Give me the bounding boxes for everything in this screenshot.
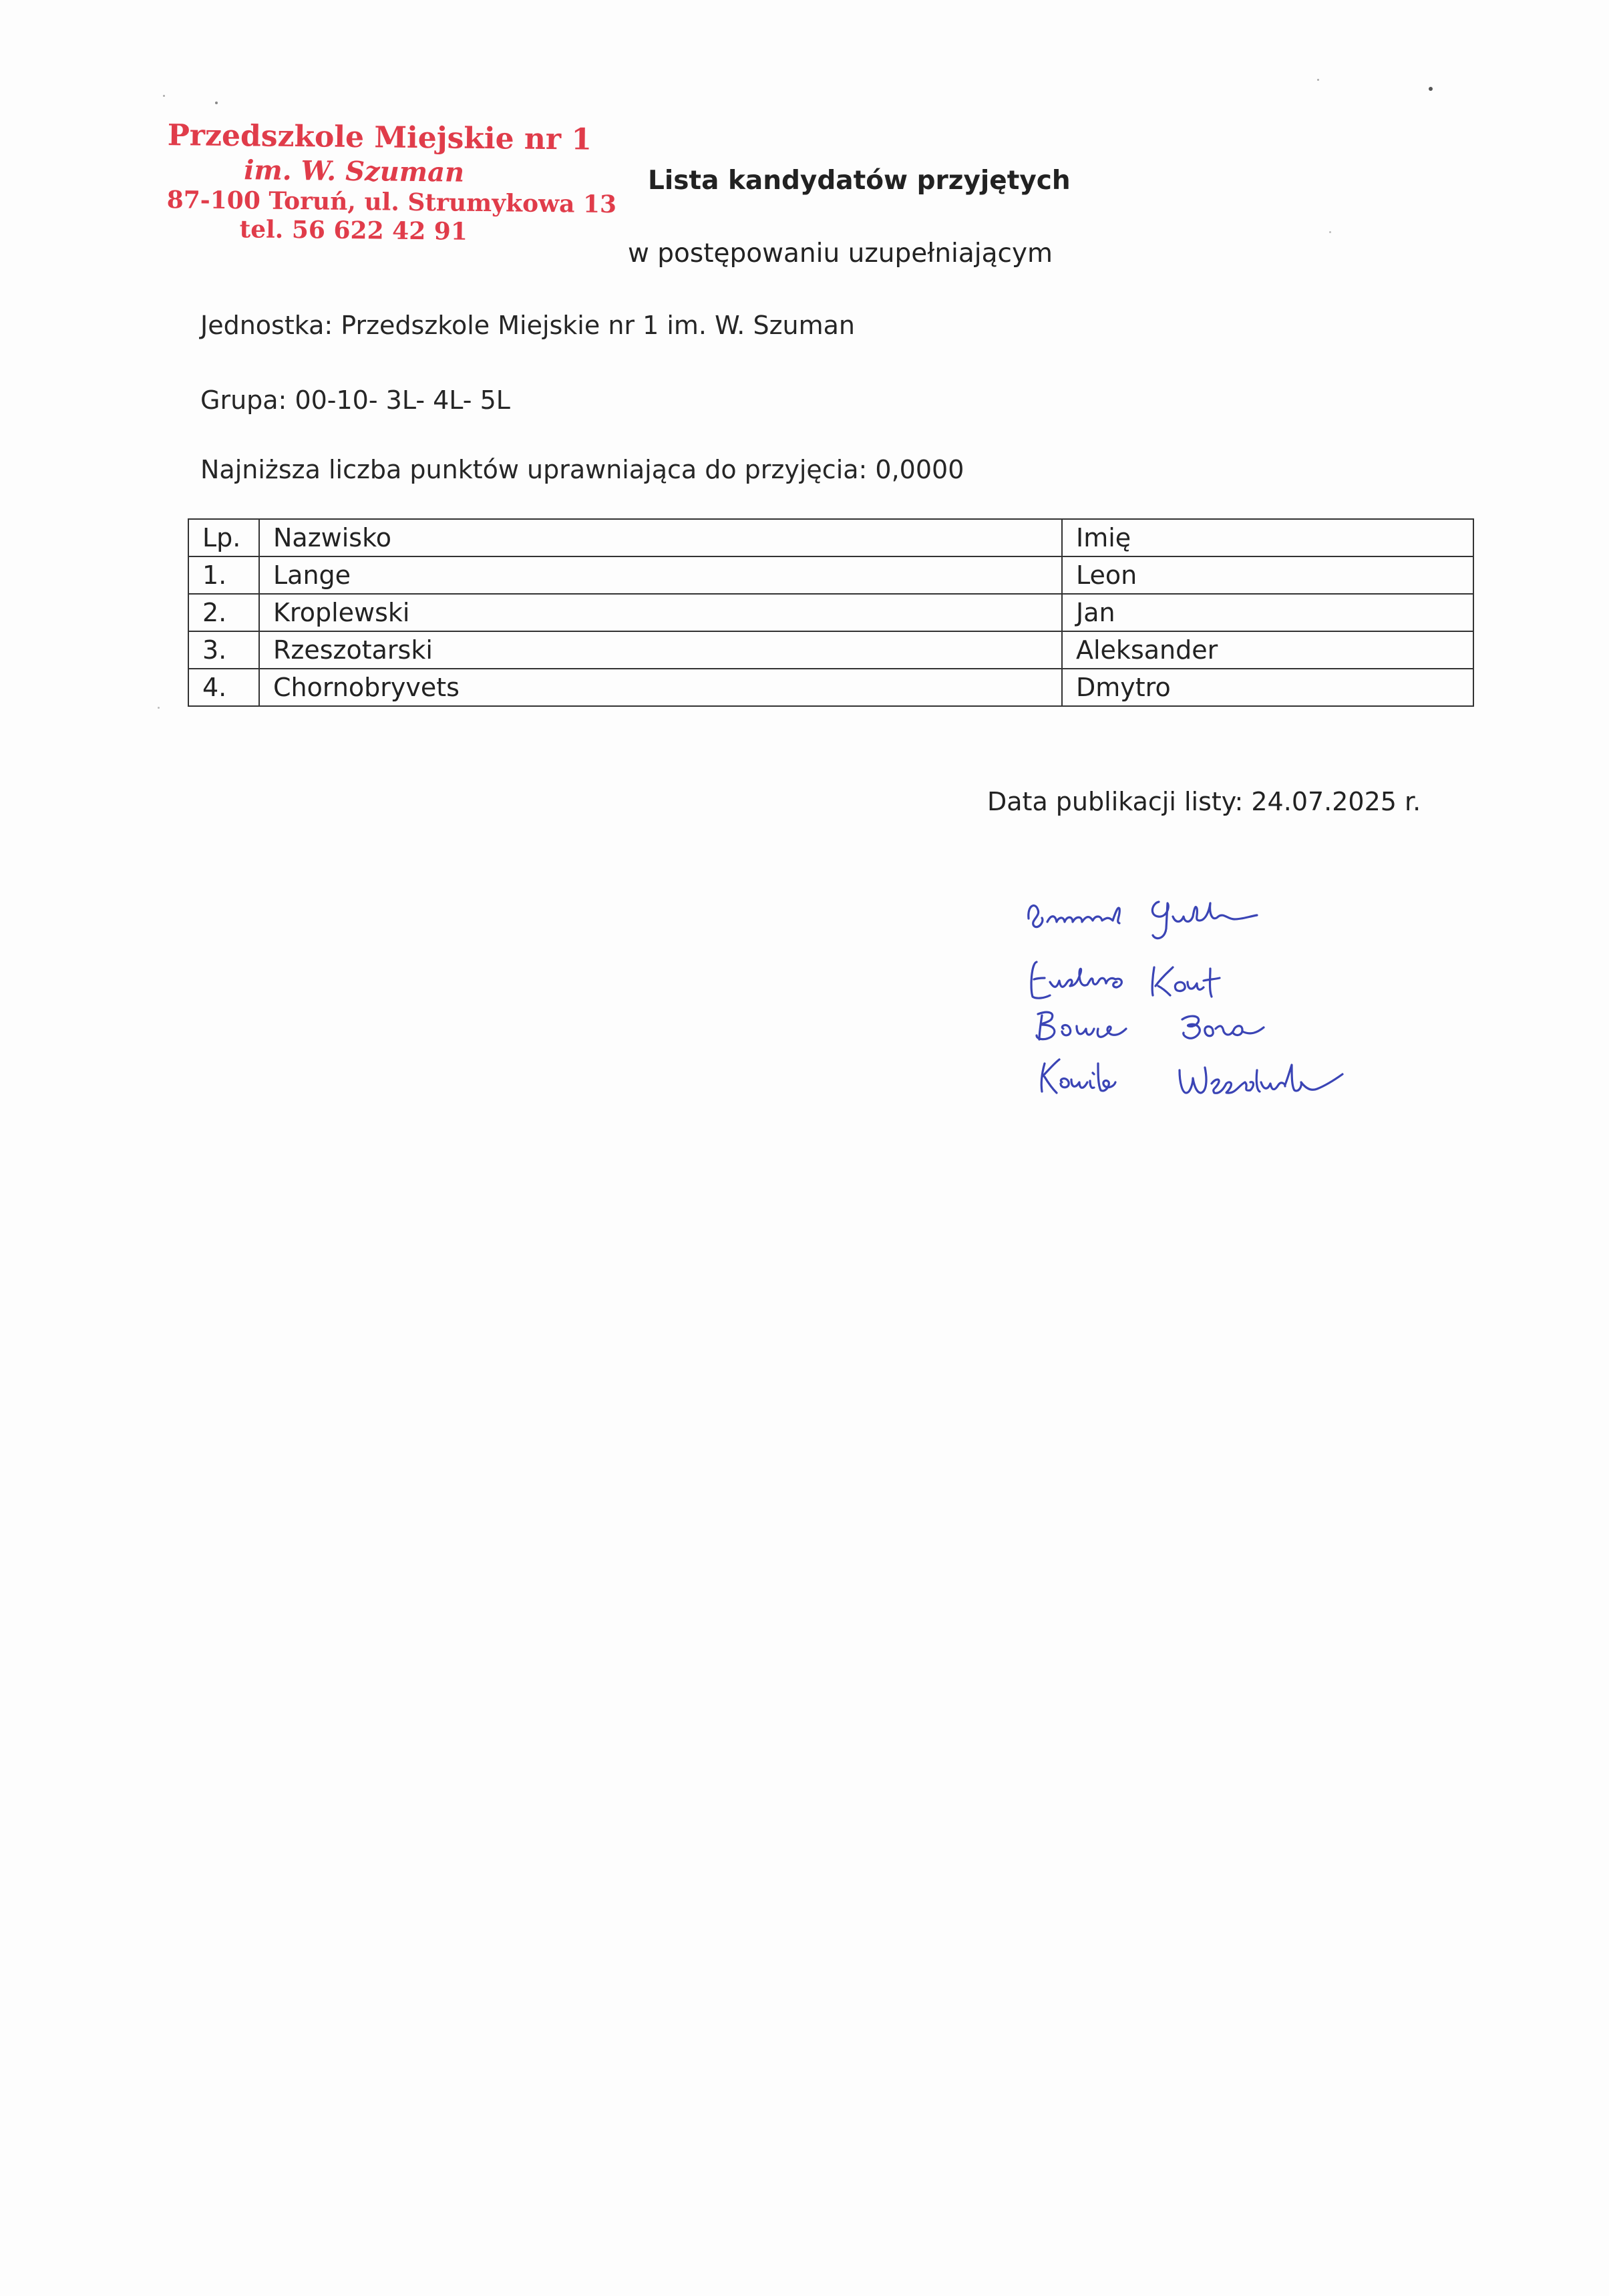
signature-2 — [1031, 962, 1220, 998]
handwritten-signatures — [1015, 888, 1443, 1142]
cell-lp: 4. — [188, 669, 259, 706]
cell-lp: 1. — [188, 556, 259, 594]
table-row — [188, 594, 1473, 631]
document-subtitle: w postępowaniu uzupełniającym — [628, 238, 1053, 269]
cell-lp: 3. — [188, 631, 259, 669]
stamp-line-phone: tel. 56 622 42 91 — [239, 215, 468, 246]
cell-first-name: Aleksander — [1062, 631, 1473, 669]
publication-date: Data publikacji listy: 24.07.2025 r. — [987, 787, 1421, 816]
scan-speck — [215, 102, 218, 104]
unit-info: Jednostka: Przedszkole Miejskie nr 1 im. W. Szuman — [200, 311, 856, 340]
cell-first-name: Leon — [1062, 556, 1473, 594]
candidates-table — [188, 518, 1474, 707]
cell-surname: Chornobryvets — [259, 669, 1062, 706]
cell-surname: Lange — [259, 556, 1062, 594]
cell-surname: Rzeszotarski — [259, 631, 1062, 669]
min-points-info: Najniższa liczba punktów uprawniająca do przyjęcia: 0,0000 — [200, 455, 964, 484]
school-stamp — [166, 118, 617, 247]
group-info: Grupa: 00-10- 3L- 4L- 5L — [200, 385, 510, 415]
cell-lp: 2. — [188, 594, 259, 631]
cell-first-name: Jan — [1062, 594, 1473, 631]
table-header-row — [188, 519, 1473, 556]
cell-surname: Kroplewski — [259, 594, 1062, 631]
cell-first-name: Dmytro — [1062, 669, 1473, 706]
scan-speck — [1317, 79, 1319, 81]
stamp-line-name: Przedszkole Miejskie nr 1 — [167, 118, 592, 157]
stamp-line-address: 87-100 Toruń, ul. Strumykowa 13 — [166, 185, 617, 218]
header-first-name: Imię — [1062, 519, 1473, 556]
stamp-line-patron: im. W. Szuman — [243, 154, 465, 188]
document-title: Lista kandydatów przyjętych — [648, 166, 1071, 196]
table-row — [188, 631, 1473, 669]
signature-3 — [1037, 1012, 1264, 1039]
signature-1 — [1029, 902, 1257, 939]
scan-speck — [158, 707, 160, 709]
scan-speck — [163, 95, 165, 97]
header-surname: Nazwisko — [259, 519, 1062, 556]
header-lp: Lp. — [188, 519, 259, 556]
table-row — [188, 669, 1473, 706]
table-row — [188, 556, 1473, 594]
scan-speck — [1429, 87, 1433, 91]
signature-4 — [1041, 1059, 1343, 1093]
scan-speck — [1329, 231, 1331, 233]
